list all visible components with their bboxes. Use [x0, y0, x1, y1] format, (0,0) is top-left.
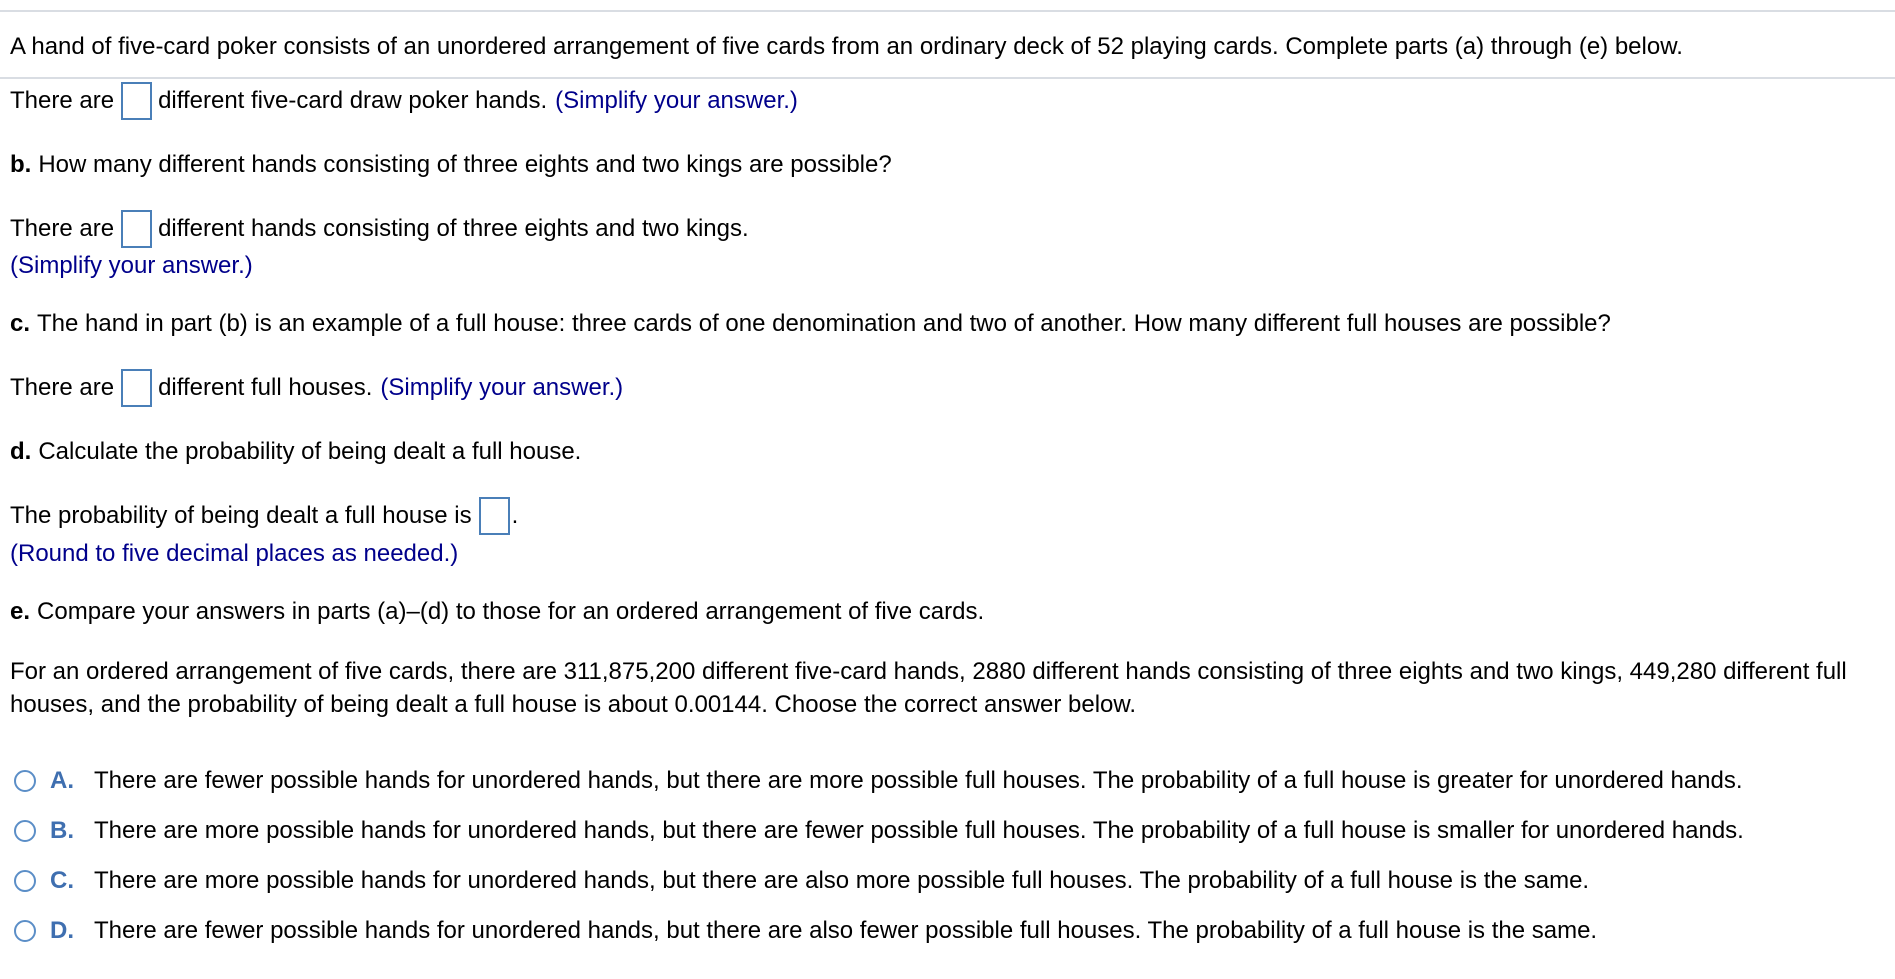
choice-c-letter: C.: [50, 867, 74, 894]
part-a-suffix: different five-card draw poker hands.: [158, 87, 548, 114]
intro-text: A hand of five-card poker consists of an unordered arrangement of five cards from an ordinary deck of 52 playing cards. Complete parts (a) through (e) below.: [10, 33, 1683, 60]
choice-c-radio-icon[interactable]: [14, 870, 36, 892]
part-d-question: [10, 437, 581, 467]
part-e-question: [10, 597, 984, 627]
part-e-label: e.: [10, 598, 31, 625]
part-b-prefix: There are: [10, 215, 115, 242]
choice-a-radio-icon[interactable]: [14, 770, 36, 792]
part-d-row: [10, 501, 518, 531]
part-b-answer-input[interactable]: [121, 210, 152, 248]
part-a-prefix: There are: [10, 87, 115, 114]
part-c-hint: (Simplify your answer.): [380, 374, 624, 401]
part-b-question-text: How many different hands consisting of three eights and two kings are possible?: [38, 151, 892, 178]
choice-b-letter: B.: [50, 817, 74, 844]
part-c-answer-input[interactable]: [121, 369, 152, 407]
part-c-suffix: different full houses.: [158, 374, 373, 401]
part-d-answer-input[interactable]: [479, 497, 510, 535]
intro-divider: [0, 77, 1895, 79]
part-b-suffix: different hands consisting of three eights and two kings.: [158, 215, 749, 242]
choice-c[interactable]: [14, 864, 1589, 898]
choice-b-radio-icon[interactable]: [14, 820, 36, 842]
part-d-label: d.: [10, 438, 32, 465]
choice-a-letter: A.: [50, 767, 74, 794]
choice-a-text: There are fewer possible hands for unordered hands, but there are more possible full houses. The probability of a full house is greater for unordered hands.: [94, 767, 1743, 794]
choice-d-text: There are fewer possible hands for unordered hands, but there are also fewer possible full houses. The probability of a full house is the same.: [94, 917, 1598, 944]
choice-c-text: There are more possible hands for unordered hands, but there are also more possible full houses. The probability of a full house is the same.: [94, 867, 1590, 894]
part-c-question: [10, 309, 1611, 339]
choice-d[interactable]: [14, 914, 1597, 948]
choice-b-text: There are more possible hands for unordered hands, but there are fewer possible full houses. The probability of a full house is smaller for unordered hands.: [94, 817, 1744, 844]
part-b-label: b.: [10, 151, 32, 178]
part-c-row: [10, 373, 623, 403]
choice-a[interactable]: [14, 764, 1743, 798]
part-e-question-text: Compare your answers in parts (a)–(d) to those for an ordered arrangement of five cards.: [37, 598, 985, 625]
choice-d-radio-icon[interactable]: [14, 920, 36, 942]
choice-d-letter: D.: [50, 917, 74, 944]
part-c-prefix: There are: [10, 374, 115, 401]
part-c-question-text: The hand in part (b) is an example of a full house: three cards of one denomination and two of another. How many different full houses are possible?: [37, 310, 1611, 337]
part-c-label: c.: [10, 310, 31, 337]
part-d-prefix: The probability of being dealt a full house is: [10, 502, 472, 529]
choice-b[interactable]: [14, 814, 1744, 848]
part-d-hint: (Round to five decimal places as needed.): [10, 540, 459, 567]
top-divider: [0, 10, 1895, 12]
part-a-hint: (Simplify your answer.): [555, 87, 798, 114]
part-b-hint: (Simplify your answer.): [10, 252, 253, 279]
part-a-answer-input[interactable]: [121, 82, 152, 120]
part-a-row: [10, 86, 798, 116]
part-e-info: For an ordered arrangement of five cards, there are 311,875,200 different five-card hands, 2880 different hands consisting of three eights and two kings, 449,280 different full houses, and the probability of being dealt a full house is about 0.00144. Choose the correct answer below.: [10, 658, 1847, 718]
part-b-row: [10, 214, 749, 244]
part-b-question: [10, 150, 892, 180]
part-d-suffix: .: [511, 502, 519, 529]
part-d-question-text: Calculate the probability of being dealt a full house.: [38, 438, 582, 465]
